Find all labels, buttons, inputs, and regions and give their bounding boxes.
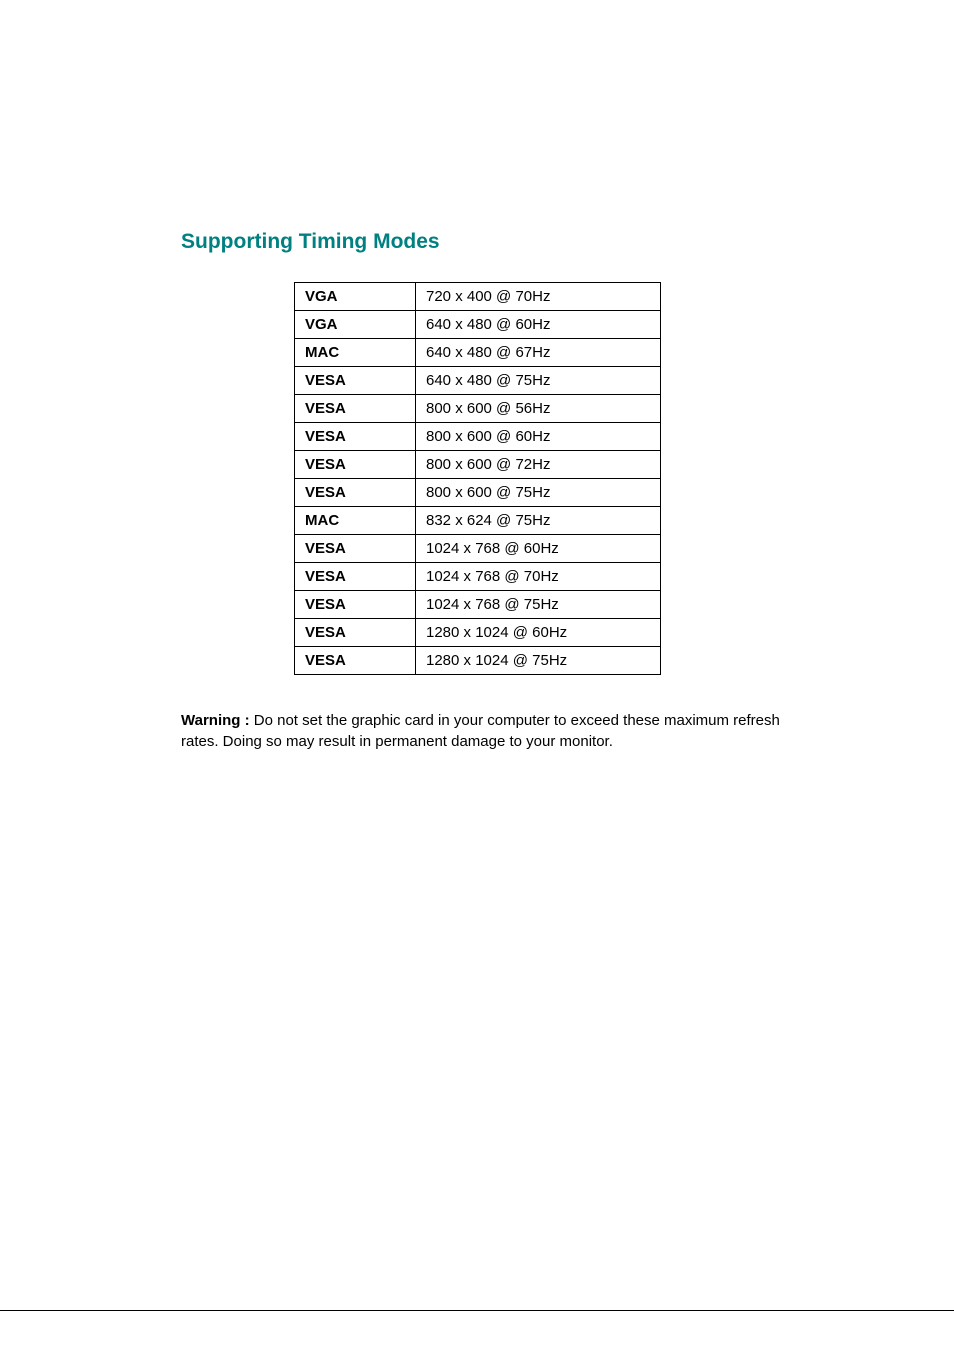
warning-label: Warning : (181, 712, 250, 729)
table-row (295, 423, 661, 451)
table-row (295, 395, 661, 423)
standard-cell: VESA (295, 479, 416, 507)
standard-cell: VESA (295, 563, 416, 591)
standard-cell: VESA (295, 395, 416, 423)
table-row (295, 479, 661, 507)
table-row (295, 507, 661, 535)
mode-cell: 800 x 600 @ 56Hz (416, 395, 661, 423)
mode-cell: 1280 x 1024 @ 75Hz (416, 647, 661, 675)
mode-cell: 1024 x 768 @ 60Hz (416, 535, 661, 563)
warning-note (181, 710, 791, 752)
standard-cell: VGA (295, 283, 416, 311)
standard-cell: VESA (295, 367, 416, 395)
standard-cell: VGA (295, 311, 416, 339)
table-row (295, 647, 661, 675)
mode-cell: 800 x 600 @ 72Hz (416, 451, 661, 479)
page-title: Supporting Timing Modes (181, 230, 440, 253)
table-row (295, 563, 661, 591)
standard-cell: VESA (295, 619, 416, 647)
mode-cell: 1024 x 768 @ 75Hz (416, 591, 661, 619)
standard-cell: VESA (295, 591, 416, 619)
table-row (295, 619, 661, 647)
table-row (295, 367, 661, 395)
table-row (295, 591, 661, 619)
standard-cell: MAC (295, 339, 416, 367)
timing-modes-table (294, 282, 661, 675)
table-row (295, 451, 661, 479)
standard-cell: VESA (295, 423, 416, 451)
mode-cell: 720 x 400 @ 70Hz (416, 283, 661, 311)
standard-cell: VESA (295, 647, 416, 675)
warning-text: Do not set the graphic card in your computer to exceed these maximum refresh rates. Doing so may result in permanent damage to your monitor. (181, 712, 780, 750)
mode-cell: 640 x 480 @ 67Hz (416, 339, 661, 367)
table-row (295, 311, 661, 339)
mode-cell: 800 x 600 @ 60Hz (416, 423, 661, 451)
mode-cell: 832 x 624 @ 75Hz (416, 507, 661, 535)
standard-cell: MAC (295, 507, 416, 535)
table-row (295, 339, 661, 367)
standard-cell: VESA (295, 451, 416, 479)
mode-cell: 640 x 480 @ 60Hz (416, 311, 661, 339)
standard-cell: VESA (295, 535, 416, 563)
mode-cell: 800 x 600 @ 75Hz (416, 479, 661, 507)
footer-divider (0, 1310, 954, 1311)
table-row (295, 535, 661, 563)
table-row (295, 283, 661, 311)
mode-cell: 1280 x 1024 @ 60Hz (416, 619, 661, 647)
mode-cell: 1024 x 768 @ 70Hz (416, 563, 661, 591)
mode-cell: 640 x 480 @ 75Hz (416, 367, 661, 395)
